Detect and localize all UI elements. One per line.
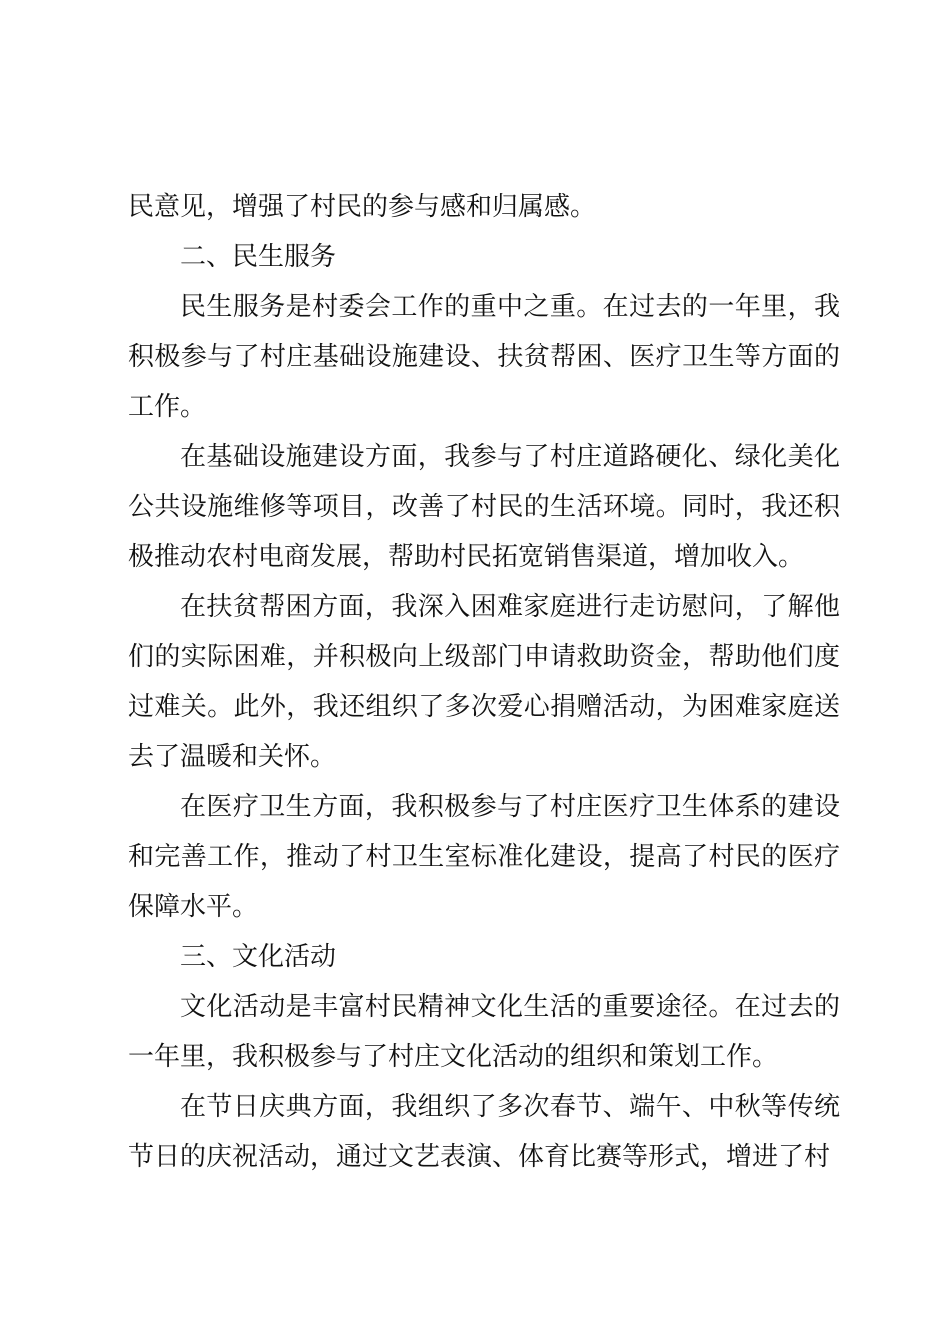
paragraph: 在基础设施建设方面，我参与了村庄道路硬化、绿化美化公共设施维修等项目，改善了村民的生活环境。同时，我还积极推动农村电商发展，帮助村民拓宽销售渠道，增加收入。 [128, 442, 840, 572]
paragraph: 在扶贫帮困方面，我深入困难家庭进行走访慰问，了解他们的实际困难，并积极向上级部门申请救助资金，帮助他们度过难关。此外，我还组织了多次爱心捐赠活动，为困难家庭送去了温暖和关怀。 [128, 592, 840, 772]
paragraph-continuation: 民意见，增强了村民的参与感和归属感。 [128, 192, 597, 222]
section-heading-culture: 三、文化活动 [180, 942, 337, 972]
paragraph: 文化活动是丰富村民精神文化生活的重要途径。在过去的一年里，我积极参与了村庄文化活动的组织和策划工作。 [128, 992, 840, 1072]
paragraph: 在医疗卫生方面，我积极参与了村庄医疗卫生体系的建设和完善工作，推动了村卫生室标准化建设，提高了村民的医疗保障水平。 [128, 792, 840, 922]
section-heading-livelihood: 二、民生服务 [180, 242, 337, 272]
document-body [128, 182, 840, 1182]
paragraph: 在节日庆典方面，我组织了多次春节、端午、中秋等传统节日的庆祝活动，通过文艺表演、体育比赛等形式，增进了村 [128, 1092, 840, 1172]
paragraph: 民生服务是村委会工作的重中之重。在过去的一年里，我积极参与了村庄基础设施建设、扶贫帮困、医疗卫生等方面的工作。 [128, 292, 840, 422]
